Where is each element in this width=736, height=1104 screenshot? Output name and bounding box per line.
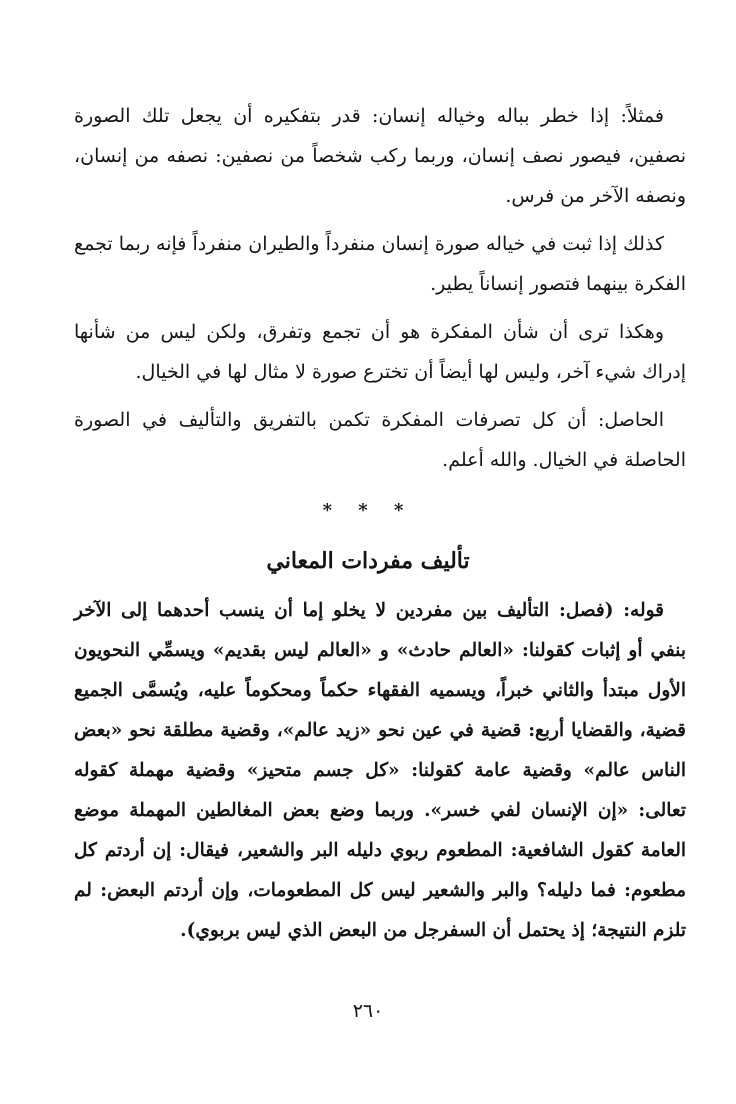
section-separator: * * * [322,500,414,521]
paragraph-quote: قوله: (فصل: التأليف بين مفردين لا يخلو إما أن ينسب أحدهما إلى الآخر بنفي أو إثبات كقولنا: «العالم حادث» و «العالم ليس بقديم» ويسمِّي النحويون الأول مبتدأ والثاني خبراً، ويسميه الفقهاء حكماً ومحكوماً عليه، ويُسمَّى الجميع قضية، والقضايا أربع: قضية في عين نحو «زيد عالم»، وقضية مطلقة نحو «بعض الناس عالم» وقضية عامة كقولنا: «كل جسم متحيز» وقضية مهملة كقوله تعالى: «إن الإنسان لفي خسر». وربما وضع بعض المغالطين المهملة موضع العامة كقول الشافعية: المطعوم ربوي دليله البر والشعير، فيقال: إن أردتم كل مطعوم: فما دليله؟ والبر والشعير ليس كل المطعومات، وإن أردتم البعض: لم تلزم النتيجة؛ إذ يحتمل أن السفرجل من البعض الذي ليس بربوي). [74,600,686,941]
paragraph-conclusion: الحاصل: أن كل تصرفات المفكرة تكمن بالتفريق والتأليف في الصورة الحاصلة في الخيال. والله أعلم. [74,409,686,471]
quoted-text [74,591,686,959]
paragraph-thinking-faculty: وهكذا ترى أن شأن المفكرة هو أن تجمع وتفرق، ولكن ليس من شأنها إدراك شيء آخر، وليس لها أيضاً أن تخترع صورة لا مثال لها في الخيال. [74,321,686,383]
paragraph-example: فمثلاً: إذا خطر بباله وخياله إنسان: قدر بتفكيره أن يجعل تلك الصورة نصفين، فيصور نصف إنسان، وربما ركب شخصاً من نصفين: نصفه من إنسان، ونصفه الآخر من فرس. [74,105,686,207]
body-text [74,96,686,488]
page-number: ٢٦٠ [352,1000,384,1022]
section-heading: تأليف مفردات المعاني [266,548,470,574]
paragraph-imagination: كذلك إذا ثبت في خياله صورة إنسان منفرداً والطيران منفرداً فإنه ربما تجمع الفكرة بينهما فتصور إنساناً يطير. [74,233,686,295]
